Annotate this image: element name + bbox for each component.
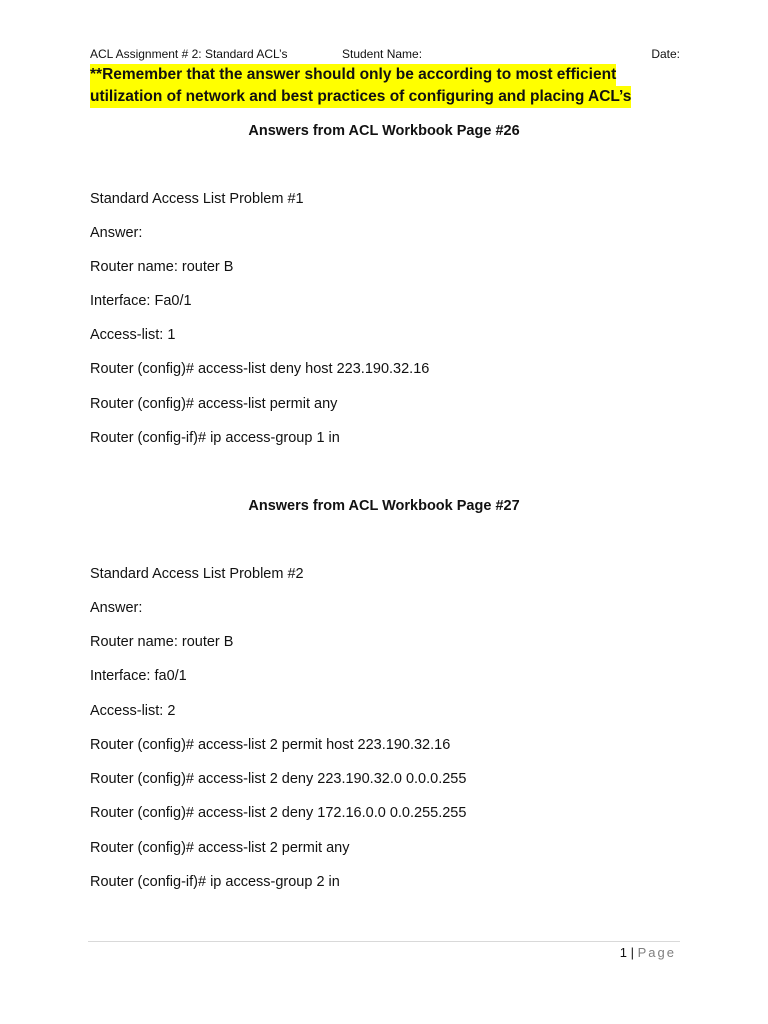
- page-number: 1: [619, 945, 627, 960]
- date-label: Date:: [651, 47, 680, 61]
- problem-2-access-list: Access-list: 2: [90, 703, 176, 719]
- problem-1-interface: Interface: Fa0/1: [90, 293, 192, 309]
- problem-2-command-line: Router (config)# access-list 2 deny 172.16.0.0 0.0.255.255: [90, 805, 467, 821]
- page-header: [90, 46, 680, 62]
- problem-2-command-line: Router (config)# access-list 2 permit host 223.190.32.16: [90, 737, 451, 753]
- reminder-line-2: utilization of network and best practices of configuring and placing ACL’s: [90, 86, 631, 108]
- problem-1-router-name: Router name: router B: [90, 259, 234, 275]
- problem-2-command-line: Router (config)# access-list 2 permit any: [90, 840, 350, 856]
- section-title-page-26: Answers from ACL Workbook Page #26: [248, 123, 520, 139]
- assignment-title: ACL Assignment # 2: Standard ACL’s: [90, 47, 288, 61]
- page-separator: |: [630, 945, 634, 960]
- student-name-label: Student Name:: [342, 47, 423, 61]
- problem-1-answer-label: Answer:: [90, 225, 143, 241]
- problem-1-command-line: Router (config)# access-list deny host 223.190.32.16: [90, 361, 430, 377]
- problem-1-access-list: Access-list: 1: [90, 327, 176, 343]
- problem-1-heading: Standard Access List Problem #1: [90, 191, 304, 207]
- page-word: Page: [637, 945, 676, 960]
- problem-2-answer-label: Answer:: [90, 600, 143, 616]
- problem-2-command-line: Router (config)# access-list 2 deny 223.190.32.0 0.0.0.255: [90, 771, 467, 787]
- highlighted-reminder: [90, 64, 631, 108]
- section-title-page-27: Answers from ACL Workbook Page #27: [248, 498, 520, 514]
- problem-1-command-line: Router (config-if)# ip access-group 1 in: [90, 430, 340, 446]
- problem-1-command-line: Router (config)# access-list permit any: [90, 396, 338, 412]
- reminder-line-1: **Remember that the answer should only be according to most efficient: [90, 64, 616, 86]
- problem-2-command-line: Router (config-if)# ip access-group 2 in: [90, 874, 340, 890]
- problem-2-heading: Standard Access List Problem #2: [90, 566, 304, 582]
- problem-2-router-name: Router name: router B: [90, 634, 234, 650]
- page-footer: [620, 944, 676, 962]
- problem-2-interface: Interface: fa0/1: [90, 668, 187, 684]
- footer-divider: [88, 941, 680, 942]
